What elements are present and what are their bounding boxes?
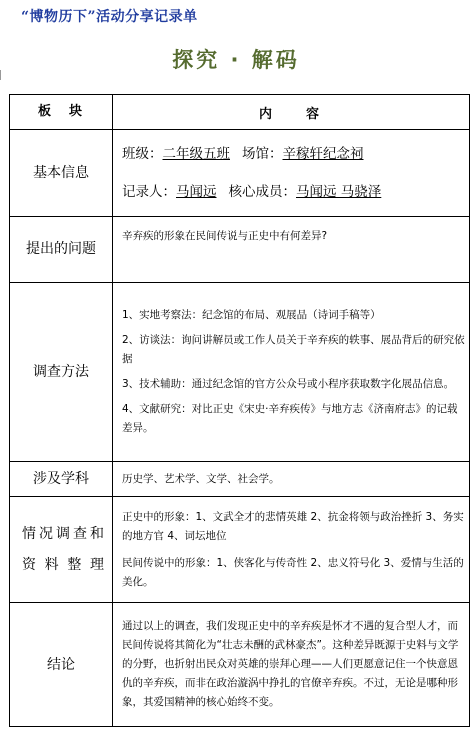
subjects-row — [10, 462, 470, 497]
conclusion-content — [113, 603, 470, 727]
recorder-label: 记录人： — [122, 184, 176, 200]
header-cell-section: 板块 — [10, 95, 113, 130]
method-label: 调查方法 — [10, 283, 113, 462]
recorder-value: 马闻远 — [176, 184, 217, 200]
class-label: 班级： — [122, 146, 163, 162]
subjects-label: 涉及学科 — [10, 462, 113, 497]
legend-image-text: 民间传说中的形象：1、侠客化与传奇性 2、忠义符号化 3、爱情与生活的美化。 — [122, 556, 464, 588]
situation-content — [113, 497, 470, 603]
conclusion-text: 通过以上的调查，我们发现正史中的辛弃疾是怀才不遇的复合型人才，而民间传说将其简化为“壮志未酬的武林豪杰”。这种差异既源于史料与文学的分野，也折射出民众对英雄的崇拜心理——人们更愿意记住一个快意恩仇的辛弃疾，而非在政治漩涡中挣扎的官僚辛弃疾。不过，无论是哪种形象，其爱国精神的核心始终不变。 — [122, 620, 459, 708]
page-title: 探究 · 解码 — [172, 48, 300, 72]
subjects-content — [113, 462, 470, 497]
history-image-text: 正史中的形象：1、文武全才的悲情英雄 2、抗金将领与政治挫折 3、务实的地方官 4、词坛地位 — [122, 510, 464, 542]
basic-info-row — [10, 130, 470, 217]
basic-info-content — [113, 130, 470, 217]
conclusion-label: 结论 — [10, 603, 113, 727]
question-content — [113, 217, 470, 283]
conclusion-row — [10, 603, 470, 727]
basic-line-1 — [122, 144, 465, 164]
method-content — [113, 283, 470, 462]
venue-label: 场馆： — [242, 146, 283, 162]
table-header-row — [10, 95, 470, 130]
method-item: 2、访谈法：询问讲解员或工作人员关于辛弃疾的轶事、展品背后的研究依据 — [122, 334, 465, 365]
method-row — [10, 283, 470, 462]
question-label-text: 提出的问题 — [26, 241, 96, 257]
basic-line-2 — [122, 182, 465, 202]
method-item: 1、实地考察法：纪念馆的布局、观展品（诗词手稿等） — [122, 309, 381, 321]
method-item: 3、技术辅助：通过纪念馆的官方公众号或小程序获取数字化展品信息。 — [122, 378, 455, 390]
record-table — [9, 94, 470, 727]
question-row — [10, 217, 470, 283]
method-item: 4、文献研究：对比正史《宋史·辛弃疾传》与地方志《济南府志》的记载差异。 — [122, 403, 458, 434]
question-label — [10, 217, 113, 283]
situation-row — [10, 497, 470, 603]
members-value: 马闻远 马骁泽 — [296, 184, 382, 200]
question-text: 辛弃疾的形象在民间传说与正史中有何差异? — [122, 230, 328, 242]
class-value: 二年级五班 — [162, 146, 230, 162]
subjects-text: 历史学、艺术学、文学、社会学。 — [122, 472, 280, 485]
venue-value: 辛稼轩纪念祠 — [282, 146, 364, 162]
header-cell-content: 内容 — [113, 95, 470, 130]
record-sheet-title: “博物历下”活动分享记录单 — [21, 9, 198, 25]
basic-info-label: 基本信息 — [10, 130, 113, 217]
members-label: 核心成员： — [228, 184, 296, 200]
situation-label: 情况调查和资料整理 — [10, 497, 113, 603]
margin-mark — [0, 70, 4, 80]
